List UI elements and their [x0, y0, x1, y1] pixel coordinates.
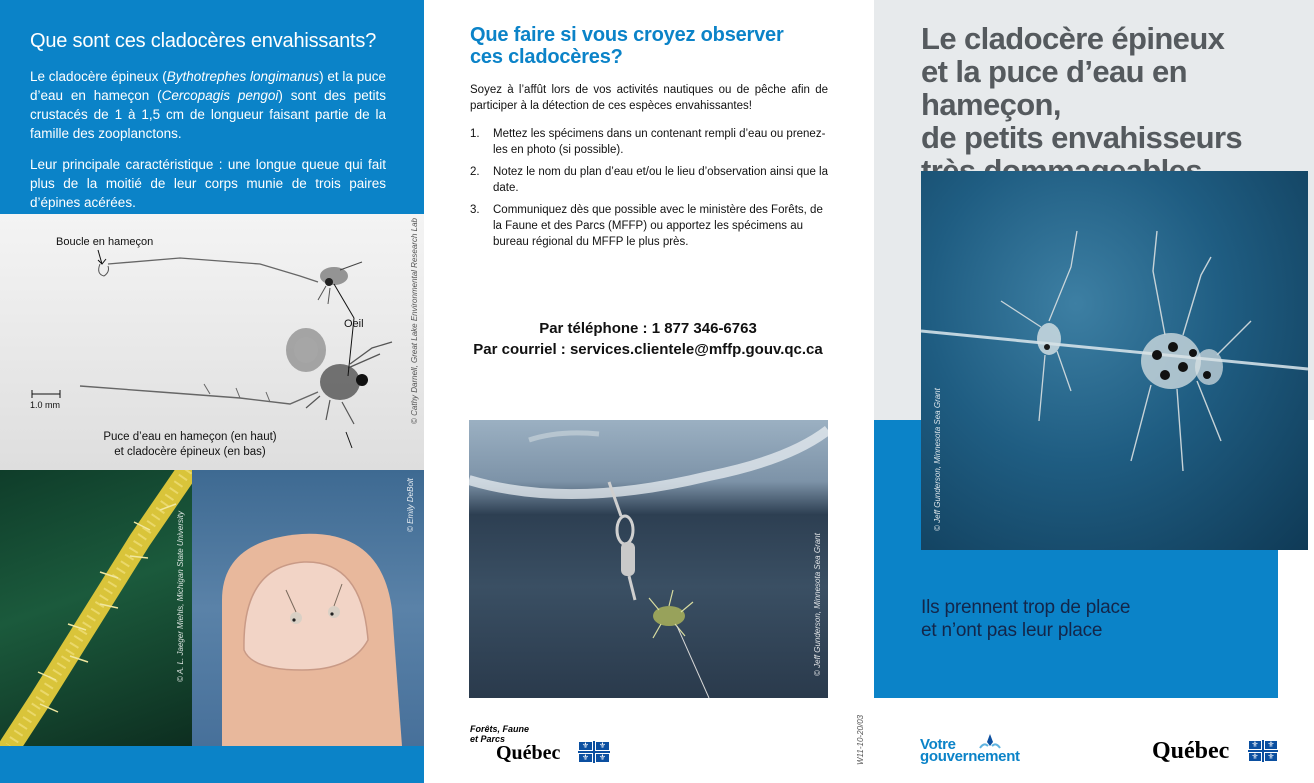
species-name-bythotrephes: Bythotrephes longimanus — [166, 69, 320, 84]
species-name-cercopagis: Cercopagis pengoi — [161, 88, 279, 103]
votre-gouvernement-logo: Votre gouvernement — [920, 736, 1050, 768]
cladoceran-illustration — [921, 171, 1308, 550]
contact-block — [448, 318, 848, 360]
cover-photo-credit: © Jeff Gunderson, Minnesota Sea Grant — [933, 388, 942, 531]
description-paragraph: Le cladocère épineux (Bythotrephes longimanus) et la puce d’eau en hameçon (Cercopagis pengoi) sont des petits crustacés de 1 à 1,5 cm de longueur faisant partie de la famille des zooplanctons. — [30, 69, 386, 141]
right-panel — [874, 0, 1314, 783]
finger-photo — [192, 470, 424, 746]
list-item: 2. Notez le nom du plan d’eau et/ou le lieu d’observation ainsi que la date. — [470, 166, 828, 194]
quebec-wordmark: Québec — [496, 742, 561, 764]
fleurdelise-flag-icon: ⚜ ⚜ ⚜ ⚜ — [578, 741, 610, 763]
votre-gouvernement-emblem-icon — [978, 732, 1002, 754]
finger-illustration — [192, 470, 424, 746]
cover-title: Le cladocère épineux et la puce d’eau en hameçon, de petits envahisseurs — [921, 21, 1243, 155]
left-bottom-strip — [0, 746, 424, 783]
hook-label: Boucle en hameçon — [56, 236, 154, 248]
diagram-credit: © Cathy Darnell, Great Lake Environmental Research Lab — [410, 218, 419, 424]
intro-box — [0, 0, 424, 214]
spine-photo — [0, 470, 192, 746]
spine-illustration — [0, 470, 192, 746]
anatomy-diagram — [0, 214, 424, 470]
fishing-line-photo — [469, 420, 828, 698]
list-item: 1. Mettez les spécimens dans un contenant rempli d’eau ou prenez-les en photo (si possible). — [470, 128, 826, 156]
middle-title: Que faire si vous croyez observer ces cladocères? — [470, 24, 784, 68]
cover-photo — [921, 171, 1308, 550]
characteristic-paragraph: Leur principale caractéristique : une longue queue qui fait plus de la moitié de leur corps munie de trois paires d’épines acérées. — [30, 157, 386, 210]
phone-line: Par téléphone : 1 877 346-6763 — [539, 320, 757, 337]
fishing-line-illustration — [469, 420, 828, 698]
quebec-wordmark-right: Québec — [1152, 738, 1230, 764]
spine-photo-credit: © A. L. Jaeger Miehls, Michigan State University — [176, 511, 185, 682]
middle-panel — [424, 0, 874, 783]
diagram-caption: Puce d’eau en hameçon (en haut) et cladocère épineux (en bas) — [103, 431, 277, 458]
finger-photo-credit: © Emily DeBolt — [406, 478, 415, 532]
email-line: Par courriel : services.clientele@mffp.gouv.qc.ca — [473, 341, 823, 358]
tagline: Ils prennent trop de place et n’ont pas leur place — [921, 597, 1131, 641]
left-heading: Que sont ces cladocères envahissants? — [30, 30, 377, 52]
eye-label: Oeil — [344, 318, 364, 330]
fishing-photo-credit: © Jeff Gunderson, Minnesota Sea Grant — [813, 533, 822, 676]
middle-intro: Soyez à l’affût lors de vos activités nautiques ou de pêche afin de participer à la détection de ces espèces envahissantes! — [470, 84, 828, 112]
mffp-logo: Forêts, Faune et Parcs Québec ⚜ ⚜ ⚜ ⚜ — [470, 724, 670, 774]
fleurdelise-flag-right-icon: ⚜ ⚜ ⚜ ⚜ — [1248, 740, 1278, 762]
list-item: 3. Communiquez dès que possible avec le ministère des Forêts, de la Faune et des Parcs (MFFP) ou apportez les spécimens au bureau régional du MFFP le plus près. — [470, 204, 823, 248]
scale-label: 1.0 mm — [30, 400, 61, 410]
steps-list — [470, 126, 830, 256]
left-panel — [0, 0, 424, 783]
document-code: W11-10-20/03 — [856, 714, 865, 765]
